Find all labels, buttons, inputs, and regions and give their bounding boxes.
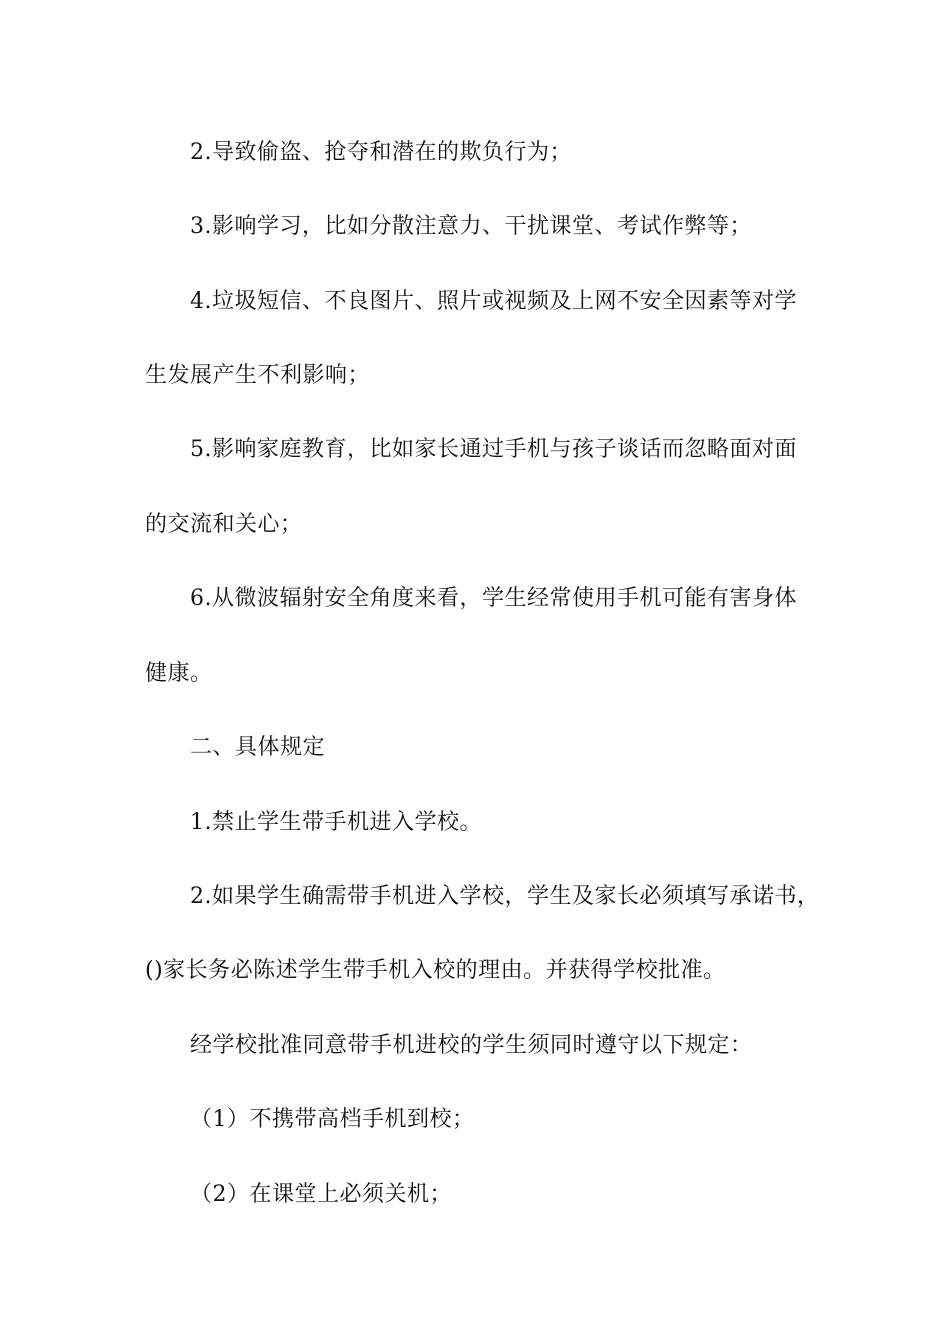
paragraph-item-5-family-line2: 的交流和关心； <box>145 512 303 537</box>
rule-item-2-line1: 2.如果学生确需带手机进入学校，学生及家长必须填写承诺书， <box>190 884 820 909</box>
paragraph-item-4-spam-line1: 4.垃圾短信、不良图片、照片或视频及上网不安全因素等对学 <box>190 289 797 314</box>
section-heading-specific-rules: 二、具体规定 <box>190 735 326 760</box>
paragraph-item-6-radiation-line1: 6.从微波辐射安全角度来看，学生经常使用手机可能有害身体 <box>190 586 797 611</box>
sub-rule-1: （1）不携带高档手机到校； <box>190 1107 475 1132</box>
approved-students-intro: 经学校批准同意带手机进校的学生须同时遵守以下规定： <box>190 1033 753 1058</box>
paragraph-item-6-radiation-line2: 健康。 <box>145 661 213 686</box>
paragraph-item-4-spam-line2: 生发展产生不利影响； <box>145 363 371 388</box>
rule-item-1: 1.禁止学生带手机进入学校。 <box>190 810 482 835</box>
paragraph-item-3-study: 3.影响学习，比如分散注意力、干扰课堂、考试作弊等； <box>190 214 752 239</box>
paragraph-item-2-theft: 2.导致偷盗、抢夺和潜在的欺负行为； <box>190 140 572 165</box>
sub-rule-2: （2）在课堂上必须关机； <box>190 1182 452 1207</box>
paragraph-item-5-family-line1: 5.影响家庭教育，比如家长通过手机与孩子谈话而忽略面对面 <box>190 437 797 462</box>
rule-item-2-line2: ()家长务必陈述学生带手机入校的理由。并获得学校批准。 <box>145 958 726 983</box>
